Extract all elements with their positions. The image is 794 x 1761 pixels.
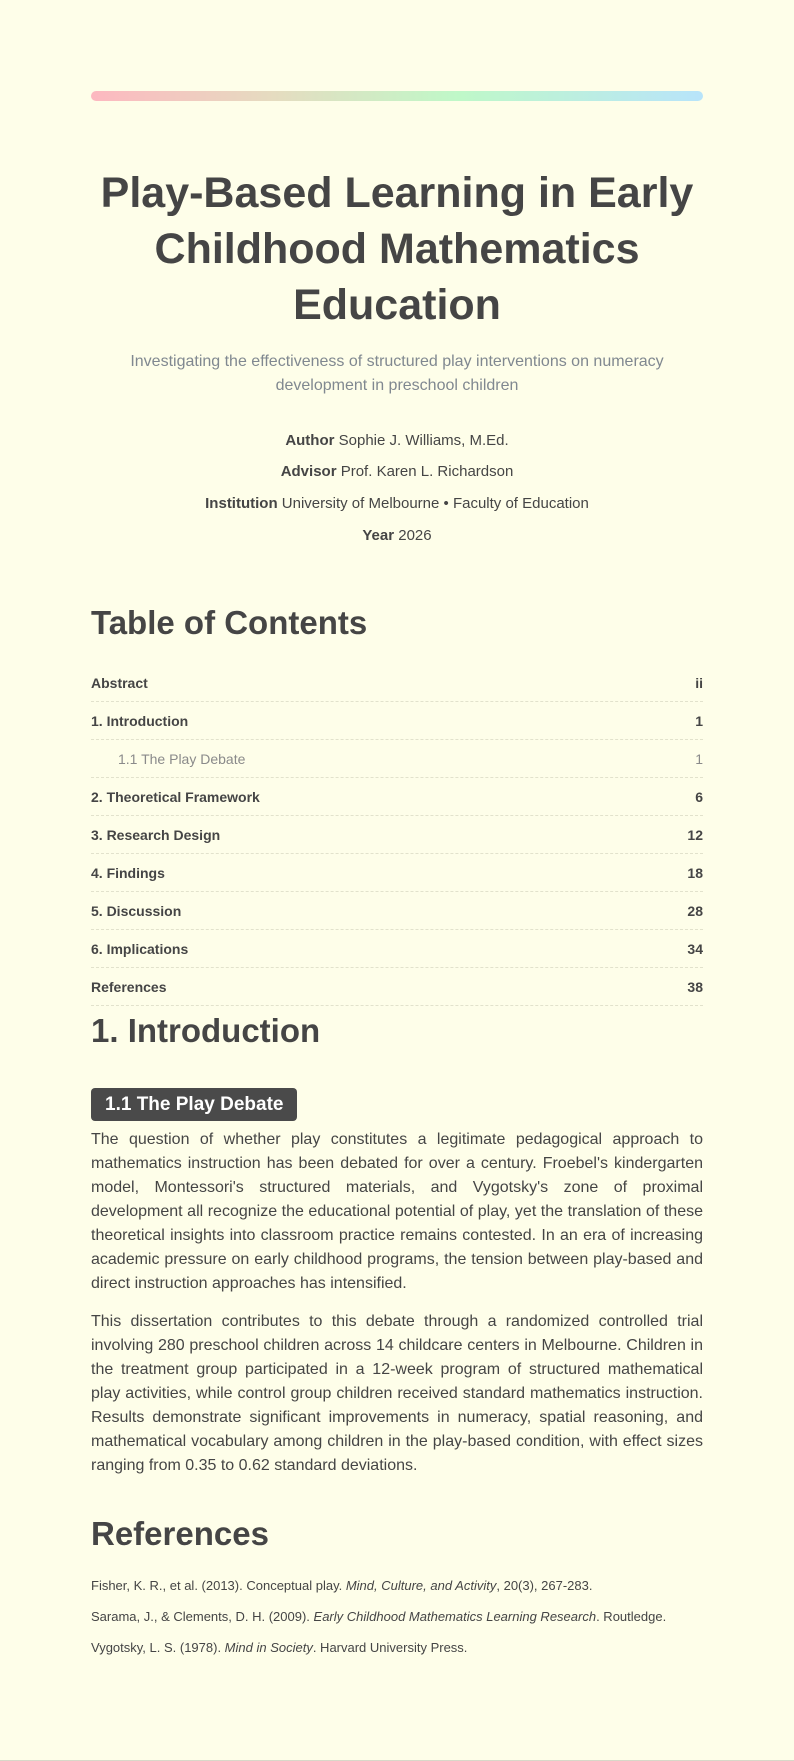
section-heading-introduction: 1. Introduction [91, 1012, 321, 1049]
toc-entry-findings[interactable] [91, 854, 703, 892]
reference-source-title: Early Childhood Mathematics Learning Research [313, 1609, 597, 1624]
meta-author-label: Author [285, 432, 335, 449]
reference-item [91, 1608, 703, 1626]
toc-entry-label: Abstract [91, 674, 148, 691]
toc-entry-page: 28 [687, 902, 703, 919]
meta-year-label: Year [362, 527, 395, 544]
meta-year-value: 2026 [398, 527, 432, 544]
toc-entry-references[interactable] [91, 968, 703, 1006]
toc-entry-page: 12 [687, 826, 703, 843]
toc-entry-label: 5. Discussion [91, 902, 182, 919]
document-subtitle: Investigating the effectiveness of structured play interventions on numeracy development in preschool children [130, 353, 664, 394]
meta-year [91, 526, 703, 546]
toc-entry-page: 34 [687, 940, 703, 957]
meta-institution-value: University of Melbourne • Faculty of Education [281, 495, 589, 512]
toc-entry-introduction[interactable] [91, 702, 703, 740]
toc-entry-label: 1. Introduction [91, 712, 189, 729]
toc-entry-discussion[interactable] [91, 892, 703, 930]
toc-entry-abstract[interactable] [91, 664, 703, 702]
toc-entry-label: 2. Theoretical Framework [91, 788, 260, 805]
meta-author [91, 431, 703, 451]
meta-institution [91, 494, 703, 514]
reference-text: Fisher, K. R., et al. (2013). Conceptual play. [91, 1578, 346, 1593]
toc-entry-page: 6 [695, 788, 703, 805]
reference-source-title: Mind, Culture, and Activity [345, 1578, 497, 1593]
toc-entry-label: References [91, 978, 167, 995]
reference-item [91, 1577, 703, 1595]
toc-entry-page: 18 [687, 864, 703, 881]
toc-entry-label: 6. Implications [91, 940, 189, 957]
toc-entry-research-design[interactable] [91, 816, 703, 854]
document-title: Play-Based Learning in Early Childhood Mathematics Education [100, 169, 694, 329]
reference-text: Vygotsky, L. S. (1978). [91, 1640, 225, 1655]
decorative-gradient-bar [91, 91, 703, 101]
intro-paragraph: The question of whether play constitutes a legitimate pedagogical approach to mathematics instruction has been debated for over a century. Froebel's kindergarten model, Montessori's structured materials, and Vygotsky's zone of proximal development all recognize the educational potential of play, yet the translation of these theoretical insights into classroom practice remains contested. In an era of increasing academic pressure on early childhood programs, the tension between play-based and direct instruction approaches has intensified. [91, 1131, 703, 1292]
reference-text: , 20(3), 267-283. [496, 1578, 593, 1593]
references-heading: References [91, 1515, 269, 1552]
toc-entry-page: 1 [695, 750, 703, 767]
toc-entry-page: 1 [695, 712, 703, 729]
meta-author-value: Sophie J. Williams, M.Ed. [338, 432, 509, 449]
toc-entry-play-debate[interactable] [91, 740, 703, 778]
intro-paragraph: This dissertation contributes to this debate through a randomized controlled trial involving 280 preschool children across 14 childcare centers in Melbourne. Children in the treatment group participated in a 12-week program of structured mathematical play activities, while control group children received standard mathematics instruction. Results demonstrate significant improvements in numeracy, spatial reasoning, and mathematical vocabulary among children in the play-based condition, with effect sizes ranging from 0.35 to 0.62 standard deviations. [91, 1313, 703, 1474]
table-of-contents [91, 664, 703, 1006]
toc-entry-label: 4. Findings [91, 864, 165, 881]
toc-entry-page: 38 [687, 978, 703, 995]
reference-text: . Routledge. [596, 1609, 667, 1624]
reference-source-title: Mind in Society [224, 1640, 313, 1655]
toc-entry-theoretical-framework[interactable] [91, 778, 703, 816]
meta-institution-label: Institution [205, 495, 278, 512]
reference-item [91, 1639, 703, 1657]
meta-advisor-label: Advisor [280, 463, 337, 480]
toc-entry-implications[interactable] [91, 930, 703, 968]
meta-advisor-value: Prof. Karen L. Richardson [340, 463, 514, 480]
toc-heading: Table of Contents [91, 604, 368, 641]
reference-text: Sarama, J., & Clements, D. H. (2009). [91, 1609, 314, 1624]
toc-entry-label: 1.1 The Play Debate [118, 750, 246, 767]
toc-entry-page: ii [695, 674, 703, 691]
meta-advisor [91, 462, 703, 482]
toc-entry-label: 3. Research Design [91, 826, 221, 843]
subsection-heading-play-debate: 1.1 The Play Debate [91, 1088, 297, 1121]
reference-text: . Harvard University Press. [312, 1640, 468, 1655]
